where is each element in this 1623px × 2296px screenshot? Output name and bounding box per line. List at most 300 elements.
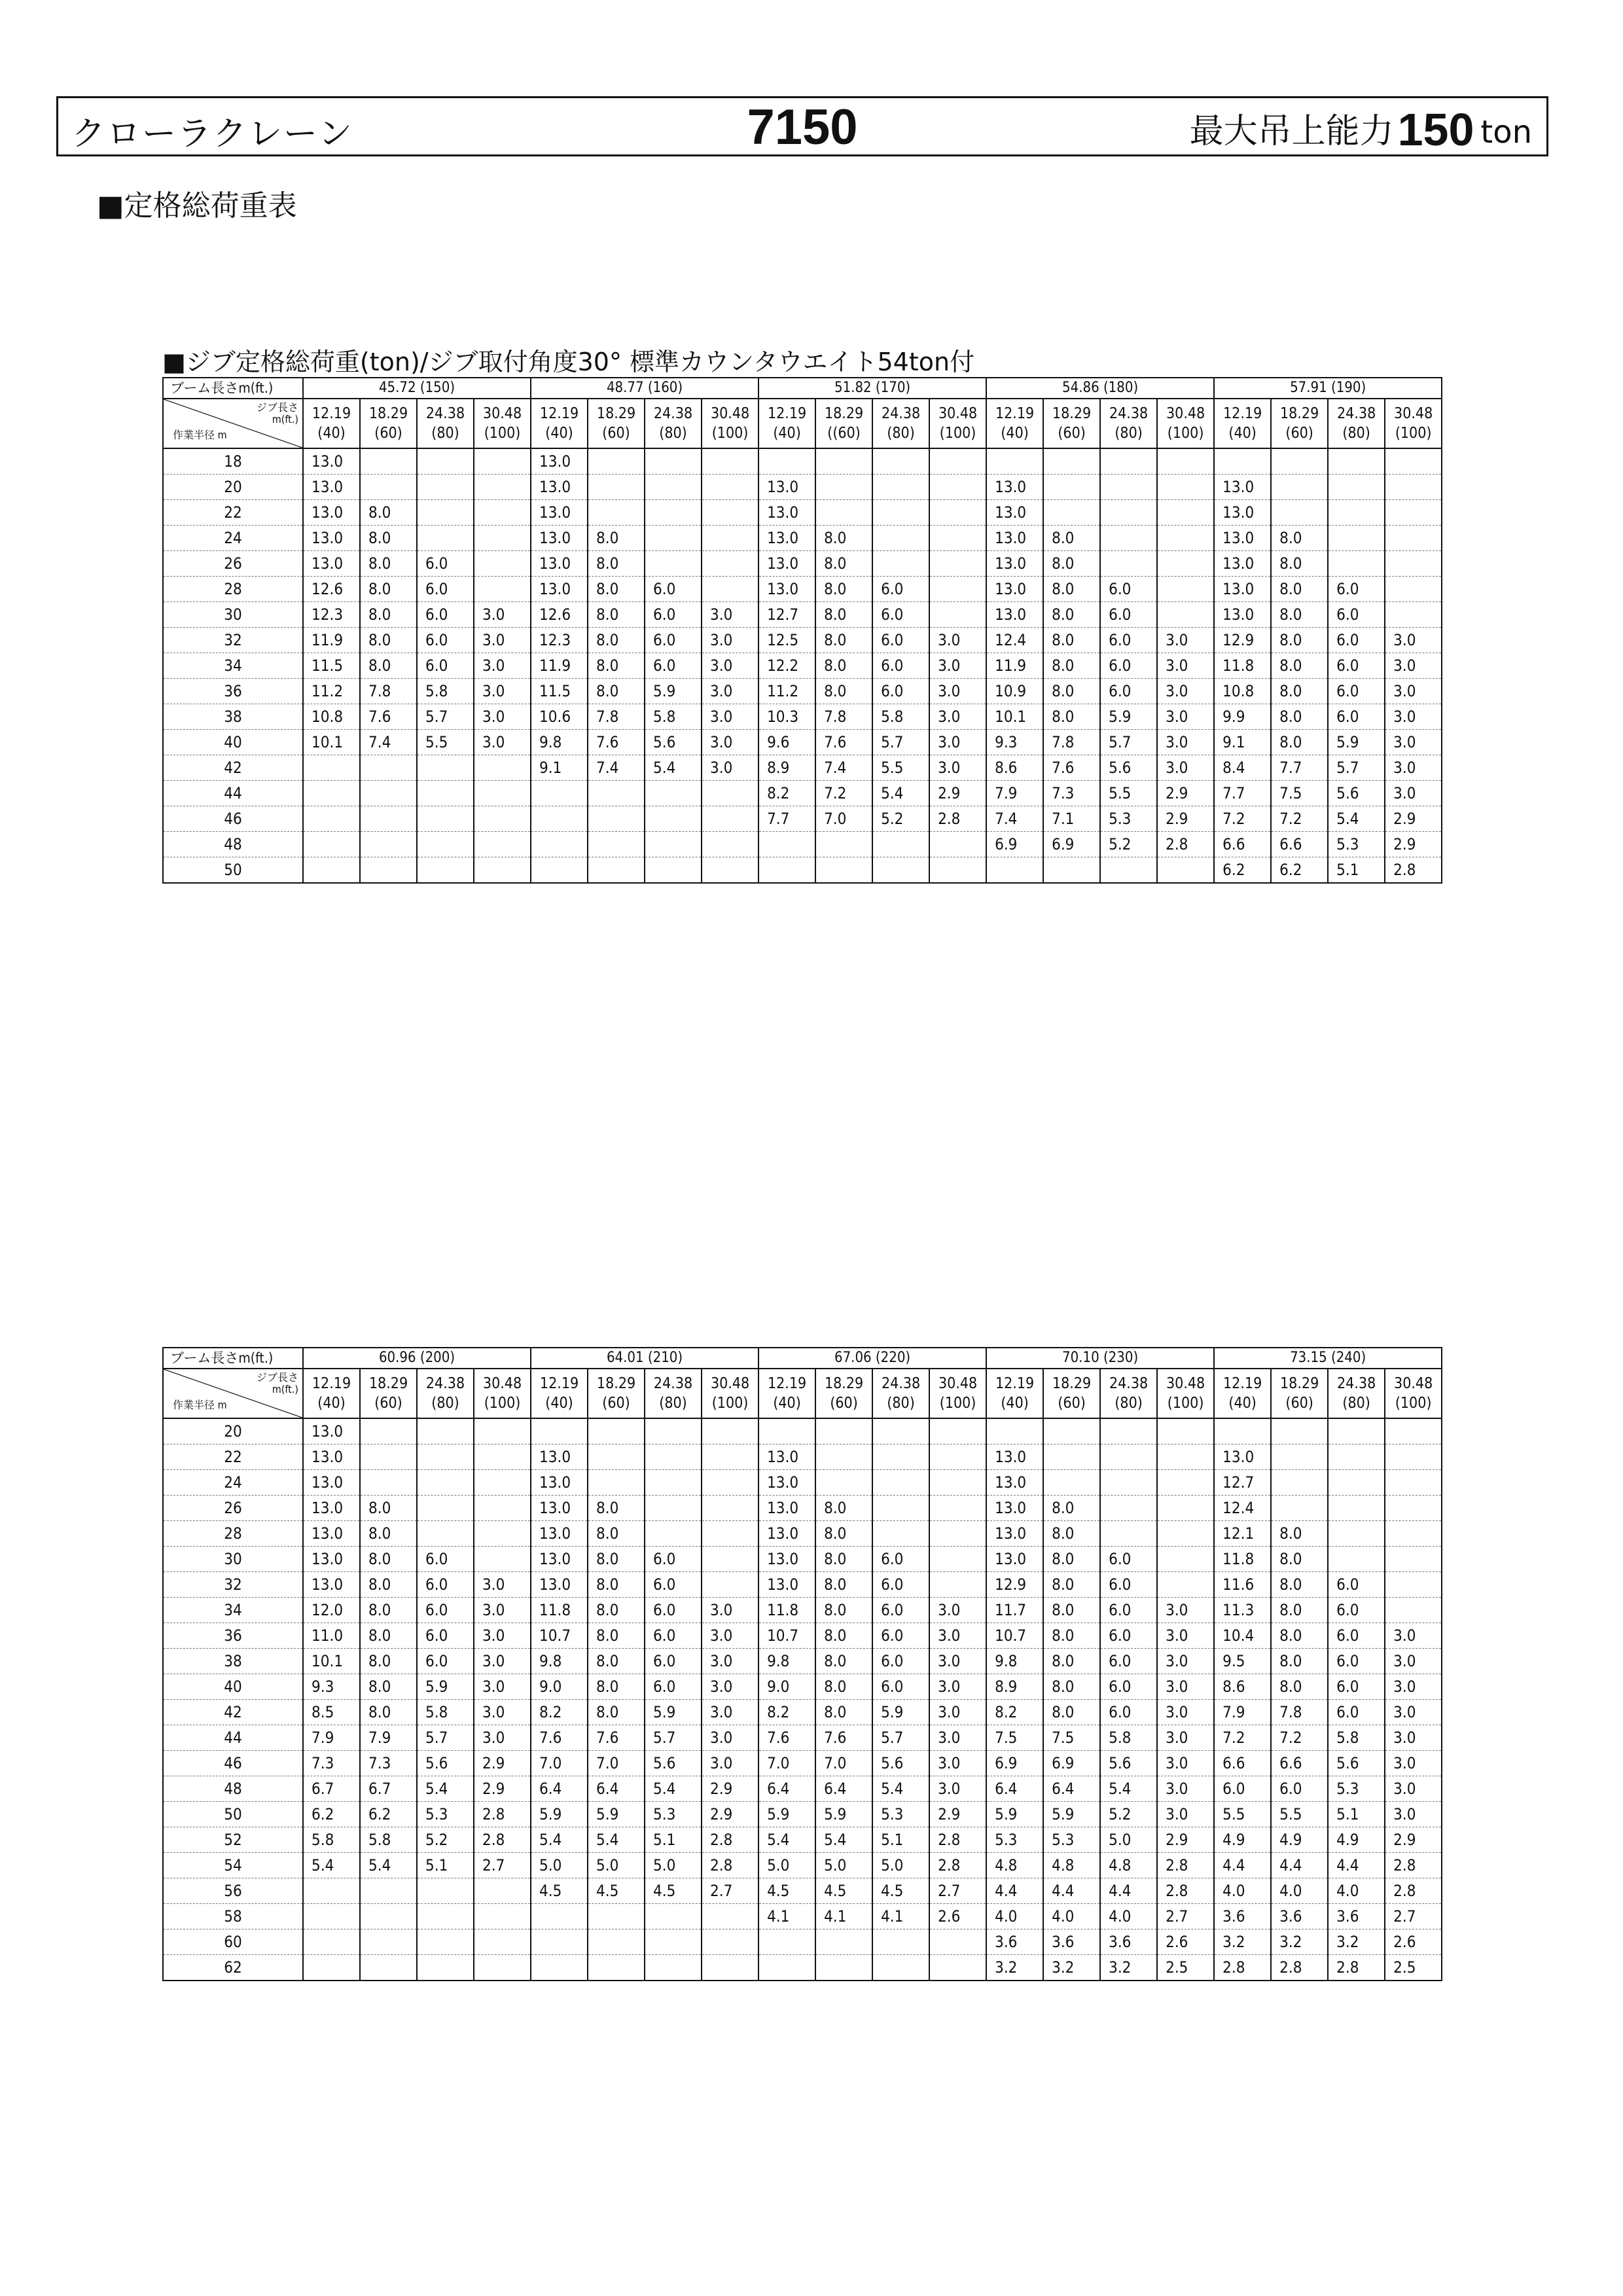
load-value-cell bbox=[1385, 500, 1442, 526]
load-value-cell bbox=[815, 448, 872, 475]
load-value-cell: 8.0 bbox=[360, 551, 417, 577]
jib-length-header bbox=[986, 1369, 1043, 1418]
load-value-cell: 3.0 bbox=[1157, 1623, 1214, 1649]
load-value-cell: 2.9 bbox=[1157, 781, 1214, 806]
load-value-cell: 10.3 bbox=[758, 704, 815, 730]
jib-length-text: (80) bbox=[431, 425, 459, 442]
load-value-cell: 3.0 bbox=[929, 1751, 986, 1776]
load-value-cell bbox=[417, 857, 474, 884]
load-value-cell bbox=[1328, 1496, 1385, 1521]
load-value-cell: 5.9 bbox=[645, 1700, 702, 1725]
load-value-cell: 3.0 bbox=[1385, 653, 1442, 679]
load-value-cell bbox=[702, 832, 758, 857]
jib-length-text: 12.19 bbox=[1223, 405, 1262, 422]
load-value-cell: 5.7 bbox=[1328, 755, 1385, 781]
load-value-cell: 8.0 bbox=[360, 526, 417, 551]
load-value-cell bbox=[1043, 448, 1100, 475]
load-value-cell: 12.2 bbox=[758, 653, 815, 679]
load-value-cell: 8.5 bbox=[303, 1700, 360, 1725]
load-value-cell: 13.0 bbox=[758, 577, 815, 602]
load-value-cell bbox=[1328, 526, 1385, 551]
load-value-cell: 6.2 bbox=[1214, 857, 1271, 884]
load-value-cell: 7.2 bbox=[1271, 1725, 1328, 1751]
jib-length-header bbox=[645, 1369, 702, 1418]
load-value-cell: 3.0 bbox=[474, 602, 531, 628]
load-value-cell: 2.8 bbox=[1157, 1878, 1214, 1904]
load-value-cell: 7.0 bbox=[531, 1751, 588, 1776]
jib-length-text: 24.38 bbox=[1337, 1375, 1376, 1392]
load-value-cell: 7.9 bbox=[1214, 1700, 1271, 1725]
load-value-cell bbox=[929, 1929, 986, 1955]
table-row bbox=[163, 1470, 1442, 1496]
load-value-cell: 2.9 bbox=[1385, 832, 1442, 857]
load-value-cell bbox=[929, 551, 986, 577]
load-value-cell: 3.0 bbox=[702, 755, 758, 781]
load-value-cell: 3.0 bbox=[1385, 1674, 1442, 1700]
jib-length-text: 30.48 bbox=[482, 405, 522, 422]
load-value-cell: 5.4 bbox=[815, 1827, 872, 1853]
jib-length-text: (60) bbox=[830, 1395, 858, 1412]
load-value-cell bbox=[1385, 1418, 1442, 1444]
load-value-cell: 5.6 bbox=[1100, 1751, 1157, 1776]
load-value-cell: 5.1 bbox=[1328, 857, 1385, 884]
working-radius-cell: 44 bbox=[163, 781, 303, 806]
load-value-cell: 7.2 bbox=[1214, 1725, 1271, 1751]
load-value-cell: 8.0 bbox=[815, 602, 872, 628]
load-value-cell bbox=[929, 1418, 986, 1444]
working-radius-cell: 18 bbox=[163, 448, 303, 475]
load-value-cell: 4.1 bbox=[872, 1904, 929, 1929]
load-value-cell: 8.6 bbox=[986, 755, 1043, 781]
load-value-cell bbox=[702, 1547, 758, 1572]
load-value-cell: 6.0 bbox=[417, 653, 474, 679]
table-row bbox=[163, 448, 1442, 475]
jib-length-header bbox=[872, 1369, 929, 1418]
load-value-cell: 6.0 bbox=[645, 1674, 702, 1700]
jib-length-text: (40) bbox=[1228, 1395, 1257, 1412]
table-row bbox=[163, 755, 1442, 781]
load-value-cell: 9.3 bbox=[303, 1674, 360, 1700]
load-value-cell: 8.0 bbox=[588, 1496, 645, 1521]
working-radius-cell: 24 bbox=[163, 526, 303, 551]
load-value-cell bbox=[1100, 551, 1157, 577]
load-value-cell: 3.2 bbox=[1100, 1955, 1157, 1981]
working-radius-label: 作業半径 m bbox=[173, 429, 227, 441]
jib-length-header bbox=[1100, 399, 1157, 448]
load-value-cell: 7.9 bbox=[303, 1725, 360, 1751]
table-row bbox=[163, 1751, 1442, 1776]
table-row bbox=[163, 526, 1442, 551]
load-value-cell bbox=[303, 755, 360, 781]
load-value-cell: 5.1 bbox=[1328, 1802, 1385, 1827]
load-value-cell bbox=[1100, 1521, 1157, 1547]
load-value-cell: 6.0 bbox=[1100, 1674, 1157, 1700]
load-value-cell bbox=[531, 1418, 588, 1444]
load-value-cell bbox=[417, 475, 474, 500]
load-value-cell: 3.0 bbox=[474, 730, 531, 755]
load-value-cell bbox=[758, 1929, 815, 1955]
boom-length-header: 57.91 (190) bbox=[1214, 378, 1442, 399]
load-value-cell: 2.8 bbox=[1271, 1955, 1328, 1981]
load-value-cell: 6.0 bbox=[1328, 653, 1385, 679]
load-value-cell: 9.9 bbox=[1214, 704, 1271, 730]
load-value-cell: 5.2 bbox=[417, 1827, 474, 1853]
header-corner-cell bbox=[163, 399, 303, 448]
table-row bbox=[163, 653, 1442, 679]
load-value-cell: 8.0 bbox=[815, 628, 872, 653]
capacity-label: 最大吊上能力 bbox=[1189, 112, 1394, 151]
load-value-cell bbox=[1157, 577, 1214, 602]
jib-length-header bbox=[303, 399, 360, 448]
load-value-cell: 8.0 bbox=[815, 1521, 872, 1547]
load-value-cell bbox=[872, 1955, 929, 1981]
jib-length-label-line2: m(ft.) bbox=[272, 1383, 298, 1395]
load-value-cell bbox=[645, 448, 702, 475]
jib-length-header bbox=[702, 1369, 758, 1418]
load-value-cell: 3.0 bbox=[929, 755, 986, 781]
load-value-cell: 13.0 bbox=[531, 1547, 588, 1572]
load-value-cell: 5.1 bbox=[417, 1853, 474, 1878]
load-value-cell bbox=[1157, 500, 1214, 526]
load-value-cell: 3.6 bbox=[1100, 1929, 1157, 1955]
load-value-cell: 9.5 bbox=[1214, 1649, 1271, 1674]
load-value-cell bbox=[702, 1929, 758, 1955]
load-value-cell: 8.0 bbox=[360, 1496, 417, 1521]
load-value-cell: 2.8 bbox=[1157, 832, 1214, 857]
load-value-cell: 6.0 bbox=[417, 1547, 474, 1572]
load-value-cell: 12.3 bbox=[303, 602, 360, 628]
table-row bbox=[163, 1802, 1442, 1827]
load-value-cell bbox=[1157, 1521, 1214, 1547]
table-row bbox=[163, 500, 1442, 526]
jib-length-header bbox=[1271, 1369, 1328, 1418]
load-value-cell bbox=[1100, 857, 1157, 884]
jib-length-text: 12.19 bbox=[539, 405, 579, 422]
load-value-cell: 6.0 bbox=[645, 1547, 702, 1572]
load-value-cell: 6.9 bbox=[986, 832, 1043, 857]
load-value-cell bbox=[872, 448, 929, 475]
load-value-cell bbox=[1328, 551, 1385, 577]
load-value-cell: 13.0 bbox=[758, 500, 815, 526]
load-value-cell: 3.0 bbox=[702, 1700, 758, 1725]
load-value-cell: 2.9 bbox=[1385, 1827, 1442, 1853]
load-value-cell: 6.0 bbox=[1100, 1700, 1157, 1725]
load-value-cell bbox=[588, 806, 645, 832]
load-value-cell bbox=[929, 1470, 986, 1496]
working-radius-cell: 42 bbox=[163, 1700, 303, 1725]
load-value-cell bbox=[758, 1418, 815, 1444]
load-value-cell: 7.1 bbox=[1043, 806, 1100, 832]
load-value-cell: 7.4 bbox=[360, 730, 417, 755]
boom-length-header: 73.15 (240) bbox=[1214, 1348, 1442, 1369]
load-value-cell bbox=[1328, 500, 1385, 526]
load-value-cell: 11.3 bbox=[1214, 1598, 1271, 1623]
jib-length-text: (80) bbox=[431, 1395, 459, 1412]
load-value-cell: 7.3 bbox=[360, 1751, 417, 1776]
load-value-cell bbox=[702, 1470, 758, 1496]
load-value-cell bbox=[702, 526, 758, 551]
load-value-cell bbox=[1157, 1418, 1214, 1444]
load-value-cell bbox=[1271, 1418, 1328, 1444]
load-value-cell: 13.0 bbox=[986, 1521, 1043, 1547]
load-value-cell: 6.0 bbox=[872, 602, 929, 628]
jib-length-text: (60) bbox=[374, 1395, 402, 1412]
load-value-cell bbox=[815, 1470, 872, 1496]
load-value-cell: 8.2 bbox=[758, 1700, 815, 1725]
load-value-cell: 3.0 bbox=[702, 1598, 758, 1623]
load-value-cell: 12.9 bbox=[1214, 628, 1271, 653]
load-value-cell: 5.9 bbox=[645, 679, 702, 704]
load-value-cell: 4.4 bbox=[986, 1878, 1043, 1904]
load-value-cell: 11.5 bbox=[303, 653, 360, 679]
load-value-cell: 12.5 bbox=[758, 628, 815, 653]
jib-length-text: (80) bbox=[1115, 425, 1143, 442]
load-value-cell: 10.1 bbox=[986, 704, 1043, 730]
load-value-cell bbox=[474, 1878, 531, 1904]
jib-length-text: 24.38 bbox=[653, 1375, 693, 1392]
load-value-cell bbox=[417, 832, 474, 857]
load-value-cell: 6.9 bbox=[1043, 1751, 1100, 1776]
load-value-cell: 13.0 bbox=[531, 1572, 588, 1598]
load-value-cell bbox=[929, 475, 986, 500]
jib-length-header bbox=[1328, 1369, 1385, 1418]
load-value-cell: 5.5 bbox=[1214, 1802, 1271, 1827]
load-value-cell: 8.0 bbox=[1043, 1649, 1100, 1674]
working-radius-cell: 32 bbox=[163, 628, 303, 653]
jib-length-text: 24.38 bbox=[881, 1375, 921, 1392]
load-value-cell: 12.6 bbox=[303, 577, 360, 602]
load-value-cell: 6.0 bbox=[872, 628, 929, 653]
load-value-cell: 5.0 bbox=[531, 1853, 588, 1878]
load-value-cell: 3.0 bbox=[1385, 704, 1442, 730]
load-value-cell: 5.4 bbox=[758, 1827, 815, 1853]
jib-length-text: (100) bbox=[484, 425, 521, 442]
working-radius-cell: 38 bbox=[163, 1649, 303, 1674]
title-bar bbox=[56, 96, 1548, 156]
load-value-cell: 13.0 bbox=[1214, 602, 1271, 628]
load-value-cell: 6.0 bbox=[1328, 1572, 1385, 1598]
load-value-cell bbox=[1328, 1418, 1385, 1444]
load-value-cell: 5.4 bbox=[645, 1776, 702, 1802]
load-value-cell bbox=[417, 1444, 474, 1470]
load-value-cell bbox=[303, 857, 360, 884]
load-value-cell bbox=[872, 1418, 929, 1444]
load-value-cell bbox=[474, 475, 531, 500]
load-value-cell bbox=[360, 1904, 417, 1929]
load-value-cell: 7.8 bbox=[815, 704, 872, 730]
jib-length-label bbox=[257, 1372, 298, 1395]
load-value-cell bbox=[986, 857, 1043, 884]
working-radius-cell: 36 bbox=[163, 1623, 303, 1649]
load-value-cell: 3.0 bbox=[474, 653, 531, 679]
load-value-cell: 3.0 bbox=[929, 1674, 986, 1700]
load-value-cell: 8.0 bbox=[360, 1572, 417, 1598]
load-value-cell: 3.0 bbox=[702, 1649, 758, 1674]
load-value-cell: 7.8 bbox=[588, 704, 645, 730]
load-value-cell: 13.0 bbox=[303, 551, 360, 577]
working-radius-cell: 36 bbox=[163, 679, 303, 704]
load-value-cell: 3.0 bbox=[474, 1725, 531, 1751]
load-value-cell: 5.4 bbox=[360, 1853, 417, 1878]
load-value-cell: 6.0 bbox=[1328, 628, 1385, 653]
load-value-cell: 8.0 bbox=[1271, 1649, 1328, 1674]
load-value-cell: 7.3 bbox=[303, 1751, 360, 1776]
jib-length-text: (100) bbox=[1167, 425, 1204, 442]
load-value-cell bbox=[1043, 500, 1100, 526]
load-value-cell: 2.5 bbox=[1157, 1955, 1214, 1981]
load-value-cell bbox=[1043, 475, 1100, 500]
jib-length-text: (80) bbox=[1342, 425, 1370, 442]
load-value-cell: 7.2 bbox=[1214, 806, 1271, 832]
load-value-cell: 11.2 bbox=[758, 679, 815, 704]
load-value-cell bbox=[474, 1418, 531, 1444]
load-value-cell: 11.6 bbox=[1214, 1572, 1271, 1598]
load-value-cell: 8.0 bbox=[1043, 653, 1100, 679]
jib-length-text: (80) bbox=[659, 1395, 687, 1412]
jib-length-text: 18.29 bbox=[1052, 1375, 1092, 1392]
load-value-cell: 5.0 bbox=[758, 1853, 815, 1878]
load-value-cell: 13.0 bbox=[303, 1444, 360, 1470]
load-value-cell: 10.1 bbox=[303, 1649, 360, 1674]
load-value-cell bbox=[588, 448, 645, 475]
load-value-cell: 5.0 bbox=[872, 1853, 929, 1878]
load-value-cell: 10.4 bbox=[1214, 1623, 1271, 1649]
jib-length-text: (100) bbox=[1167, 1395, 1204, 1412]
jib-length-text: (40) bbox=[1001, 425, 1029, 442]
load-value-cell bbox=[360, 1444, 417, 1470]
load-value-cell: 10.8 bbox=[1214, 679, 1271, 704]
load-value-cell bbox=[531, 806, 588, 832]
load-value-cell: 3.0 bbox=[1385, 781, 1442, 806]
load-value-cell: 8.0 bbox=[360, 1521, 417, 1547]
jib-length-text: (40) bbox=[1001, 1395, 1029, 1412]
load-value-cell: 5.2 bbox=[1100, 832, 1157, 857]
load-value-cell bbox=[1100, 1418, 1157, 1444]
load-value-cell: 4.8 bbox=[986, 1853, 1043, 1878]
table-row bbox=[163, 1725, 1442, 1751]
table-row bbox=[163, 704, 1442, 730]
load-value-cell bbox=[531, 832, 588, 857]
load-value-cell: 7.7 bbox=[1271, 755, 1328, 781]
load-value-cell: 7.7 bbox=[758, 806, 815, 832]
load-value-cell: 2.8 bbox=[929, 1853, 986, 1878]
load-value-cell: 13.0 bbox=[986, 602, 1043, 628]
table-row bbox=[163, 577, 1442, 602]
load-value-cell: 7.3 bbox=[1043, 781, 1100, 806]
load-value-cell: 10.6 bbox=[531, 704, 588, 730]
load-value-cell: 5.8 bbox=[417, 679, 474, 704]
load-value-cell: 3.0 bbox=[1157, 1751, 1214, 1776]
load-value-cell: 6.0 bbox=[645, 1572, 702, 1598]
boom-length-header: 60.96 (200) bbox=[303, 1348, 531, 1369]
table-row bbox=[163, 1929, 1442, 1955]
load-value-cell: 8.0 bbox=[1043, 1623, 1100, 1649]
boom-length-header: 54.86 (180) bbox=[986, 378, 1214, 399]
table-row bbox=[163, 832, 1442, 857]
load-value-cell: 3.0 bbox=[1157, 730, 1214, 755]
load-value-cell: 6.0 bbox=[1328, 704, 1385, 730]
jib-length-header bbox=[531, 399, 588, 448]
load-value-cell: 5.4 bbox=[872, 781, 929, 806]
load-value-cell bbox=[588, 832, 645, 857]
load-value-cell: 4.0 bbox=[1043, 1904, 1100, 1929]
load-value-cell bbox=[474, 1904, 531, 1929]
load-value-cell: 3.0 bbox=[702, 653, 758, 679]
load-value-cell: 4.5 bbox=[588, 1878, 645, 1904]
load-value-cell bbox=[1385, 1470, 1442, 1496]
jib-length-text: (100) bbox=[939, 1395, 976, 1412]
jib-length-text: 30.48 bbox=[710, 405, 750, 422]
load-value-cell bbox=[702, 781, 758, 806]
working-radius-cell: 40 bbox=[163, 1674, 303, 1700]
load-value-cell: 13.0 bbox=[758, 551, 815, 577]
load-value-cell bbox=[303, 832, 360, 857]
load-value-cell: 13.0 bbox=[531, 1470, 588, 1496]
load-value-cell bbox=[645, 1904, 702, 1929]
load-value-cell: 13.0 bbox=[1214, 1444, 1271, 1470]
load-value-cell bbox=[645, 806, 702, 832]
load-value-cell bbox=[1385, 448, 1442, 475]
load-value-cell: 13.0 bbox=[303, 448, 360, 475]
load-value-cell bbox=[758, 1955, 815, 1981]
load-value-cell: 8.0 bbox=[1271, 730, 1328, 755]
load-value-cell bbox=[1385, 1444, 1442, 1470]
boom-length-header: 67.06 (220) bbox=[758, 1348, 986, 1369]
table-row bbox=[163, 1776, 1442, 1802]
load-value-cell: 2.8 bbox=[474, 1802, 531, 1827]
load-value-cell: 3.2 bbox=[1043, 1955, 1100, 1981]
load-value-cell: 5.0 bbox=[588, 1853, 645, 1878]
load-value-cell bbox=[417, 1878, 474, 1904]
load-value-cell bbox=[702, 1904, 758, 1929]
load-value-cell bbox=[1100, 1470, 1157, 1496]
load-value-cell: 6.0 bbox=[645, 1623, 702, 1649]
load-value-cell bbox=[1157, 551, 1214, 577]
jib-length-header bbox=[588, 399, 645, 448]
load-value-cell: 6.0 bbox=[417, 602, 474, 628]
jib-length-header bbox=[1157, 399, 1214, 448]
load-value-cell: 2.9 bbox=[474, 1751, 531, 1776]
load-value-cell: 6.0 bbox=[872, 1623, 929, 1649]
jib-length-text: 30.48 bbox=[1394, 405, 1433, 422]
load-value-cell bbox=[872, 1929, 929, 1955]
load-value-cell bbox=[474, 1470, 531, 1496]
load-value-cell: 7.6 bbox=[588, 1725, 645, 1751]
load-value-cell: 10.7 bbox=[986, 1623, 1043, 1649]
load-value-cell: 3.0 bbox=[929, 1598, 986, 1623]
load-value-cell: 5.9 bbox=[815, 1802, 872, 1827]
boom-length-header: 45.72 (150) bbox=[303, 378, 531, 399]
load-value-cell: 3.0 bbox=[929, 653, 986, 679]
load-value-cell: 7.8 bbox=[360, 679, 417, 704]
load-value-cell bbox=[872, 475, 929, 500]
load-value-cell: 3.0 bbox=[702, 602, 758, 628]
load-value-cell: 5.9 bbox=[758, 1802, 815, 1827]
jib-length-text: (40) bbox=[773, 425, 801, 442]
load-value-cell: 8.0 bbox=[1271, 1598, 1328, 1623]
load-value-cell: 8.0 bbox=[1043, 526, 1100, 551]
load-value-cell: 4.4 bbox=[1328, 1853, 1385, 1878]
load-value-cell: 3.0 bbox=[1157, 628, 1214, 653]
load-value-cell bbox=[929, 526, 986, 551]
load-value-cell bbox=[417, 1418, 474, 1444]
load-value-cell: 13.0 bbox=[531, 1496, 588, 1521]
load-value-cell: 6.0 bbox=[645, 577, 702, 602]
load-value-cell bbox=[474, 1444, 531, 1470]
capacity-value: 150 bbox=[1397, 104, 1474, 155]
load-value-cell: 12.7 bbox=[758, 602, 815, 628]
working-radius-cell: 50 bbox=[163, 1802, 303, 1827]
